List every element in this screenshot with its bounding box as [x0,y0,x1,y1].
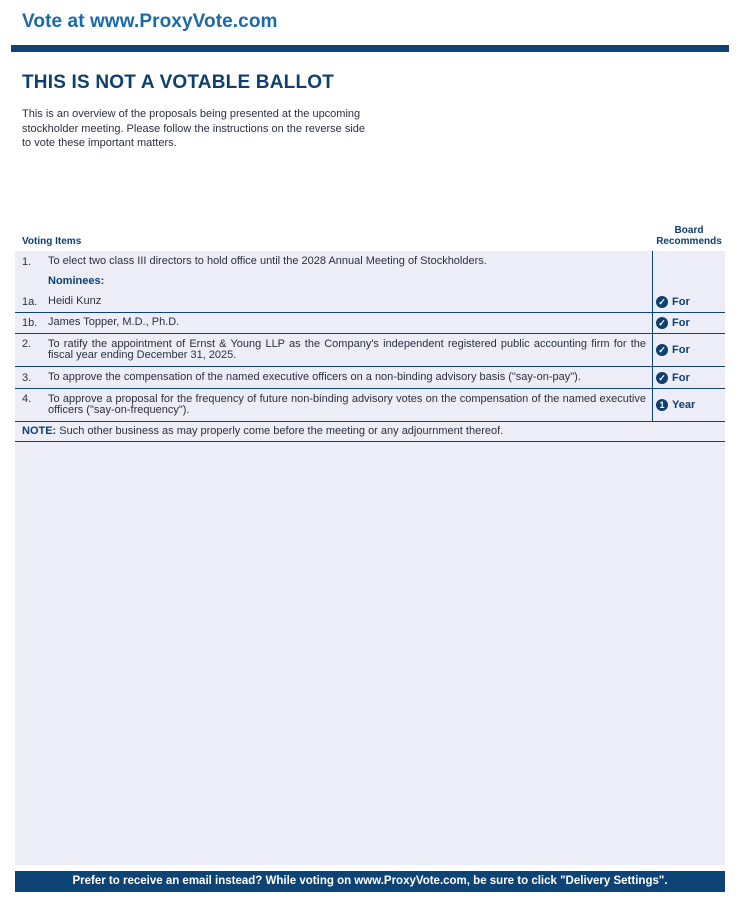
item-text: To approve a proposal for the frequency of future non-binding advisory votes on the compensation of the named executive officers ("say-on-frequency"). [48,392,646,416]
item-row-1 [15,251,725,272]
nominees-row [15,272,725,292]
item-text: To ratify the appointment of Ernst & Young LLP as the Company's independent registered public accounting firm for the fiscal year ending December 31, 2025. [48,337,646,361]
item-row-3 [15,367,725,389]
recommendation-label: Year [672,399,696,411]
recommendation-cell [652,389,725,421]
item-number: 3. [22,371,32,384]
item-text: To approve the compensation of the named executive officers on a non-binding advisory basis ("say-on-pay"). [48,370,581,383]
note-text [22,422,503,441]
board-header-line1: Board [674,225,704,236]
voting-items-header: Voting Items [22,236,82,247]
check-circle-icon: ✓ [656,296,668,308]
item-row-1a [15,292,725,313]
recommendation-label: For [672,317,690,329]
item-number: 1a. [22,296,38,308]
note-label: NOTE: [22,425,57,437]
recommendation-label: For [672,344,690,356]
item-row-2 [15,334,725,367]
intro-text: This is an overview of the proposals being presented at the upcoming stockholder meeting. Please follow the instructions on the reverse side to vote these important matters. [22,108,366,149]
item-row-4 [15,389,725,422]
recommendation-cell [652,313,725,333]
recommendation-label: For [672,296,690,308]
board-header-line2: Recommends [656,236,722,247]
item-row-1b [15,313,725,334]
item-number: 1. [22,255,32,268]
nominees-label: Nominees: [48,275,105,288]
top-rule [11,45,729,52]
board-recommends-header [651,225,727,247]
recommendation-cell-empty [652,251,725,272]
recommendation-cell [652,367,725,388]
recommendation-cell [652,292,725,312]
recommendation-label: For [672,371,690,384]
item-number: 2. [22,338,32,350]
item-number: 4. [22,393,32,405]
number-one-circle-icon: 1 [656,399,668,411]
delivery-settings-footer: Prefer to receive an email instead? While voting on www.ProxyVote.com, be sure to click "Delivery Settings". [15,871,725,892]
item-text: James Topper, M.D., Ph.D. [48,316,180,329]
check-circle-icon: ✓ [656,317,668,329]
item-number: 1b. [22,317,38,329]
note-body: Such other business as may properly come before the meeting or any adjournment thereof. [56,425,504,437]
check-circle-icon: ✓ [656,372,668,384]
page-title: THIS IS NOT A VOTABLE BALLOT [22,72,335,93]
recommendation-cell [652,334,725,366]
voting-items-table [15,251,725,442]
note-row [15,422,725,442]
recommendation-cell-empty [652,272,725,292]
item-text: Heidi Kunz [48,295,102,308]
check-circle-icon: ✓ [656,344,668,356]
vote-url-heading: Vote at www.ProxyVote.com [22,11,278,32]
item-text: To elect two class III directors to hold office until the 2028 Annual Meeting of Stockholders. [48,254,487,267]
